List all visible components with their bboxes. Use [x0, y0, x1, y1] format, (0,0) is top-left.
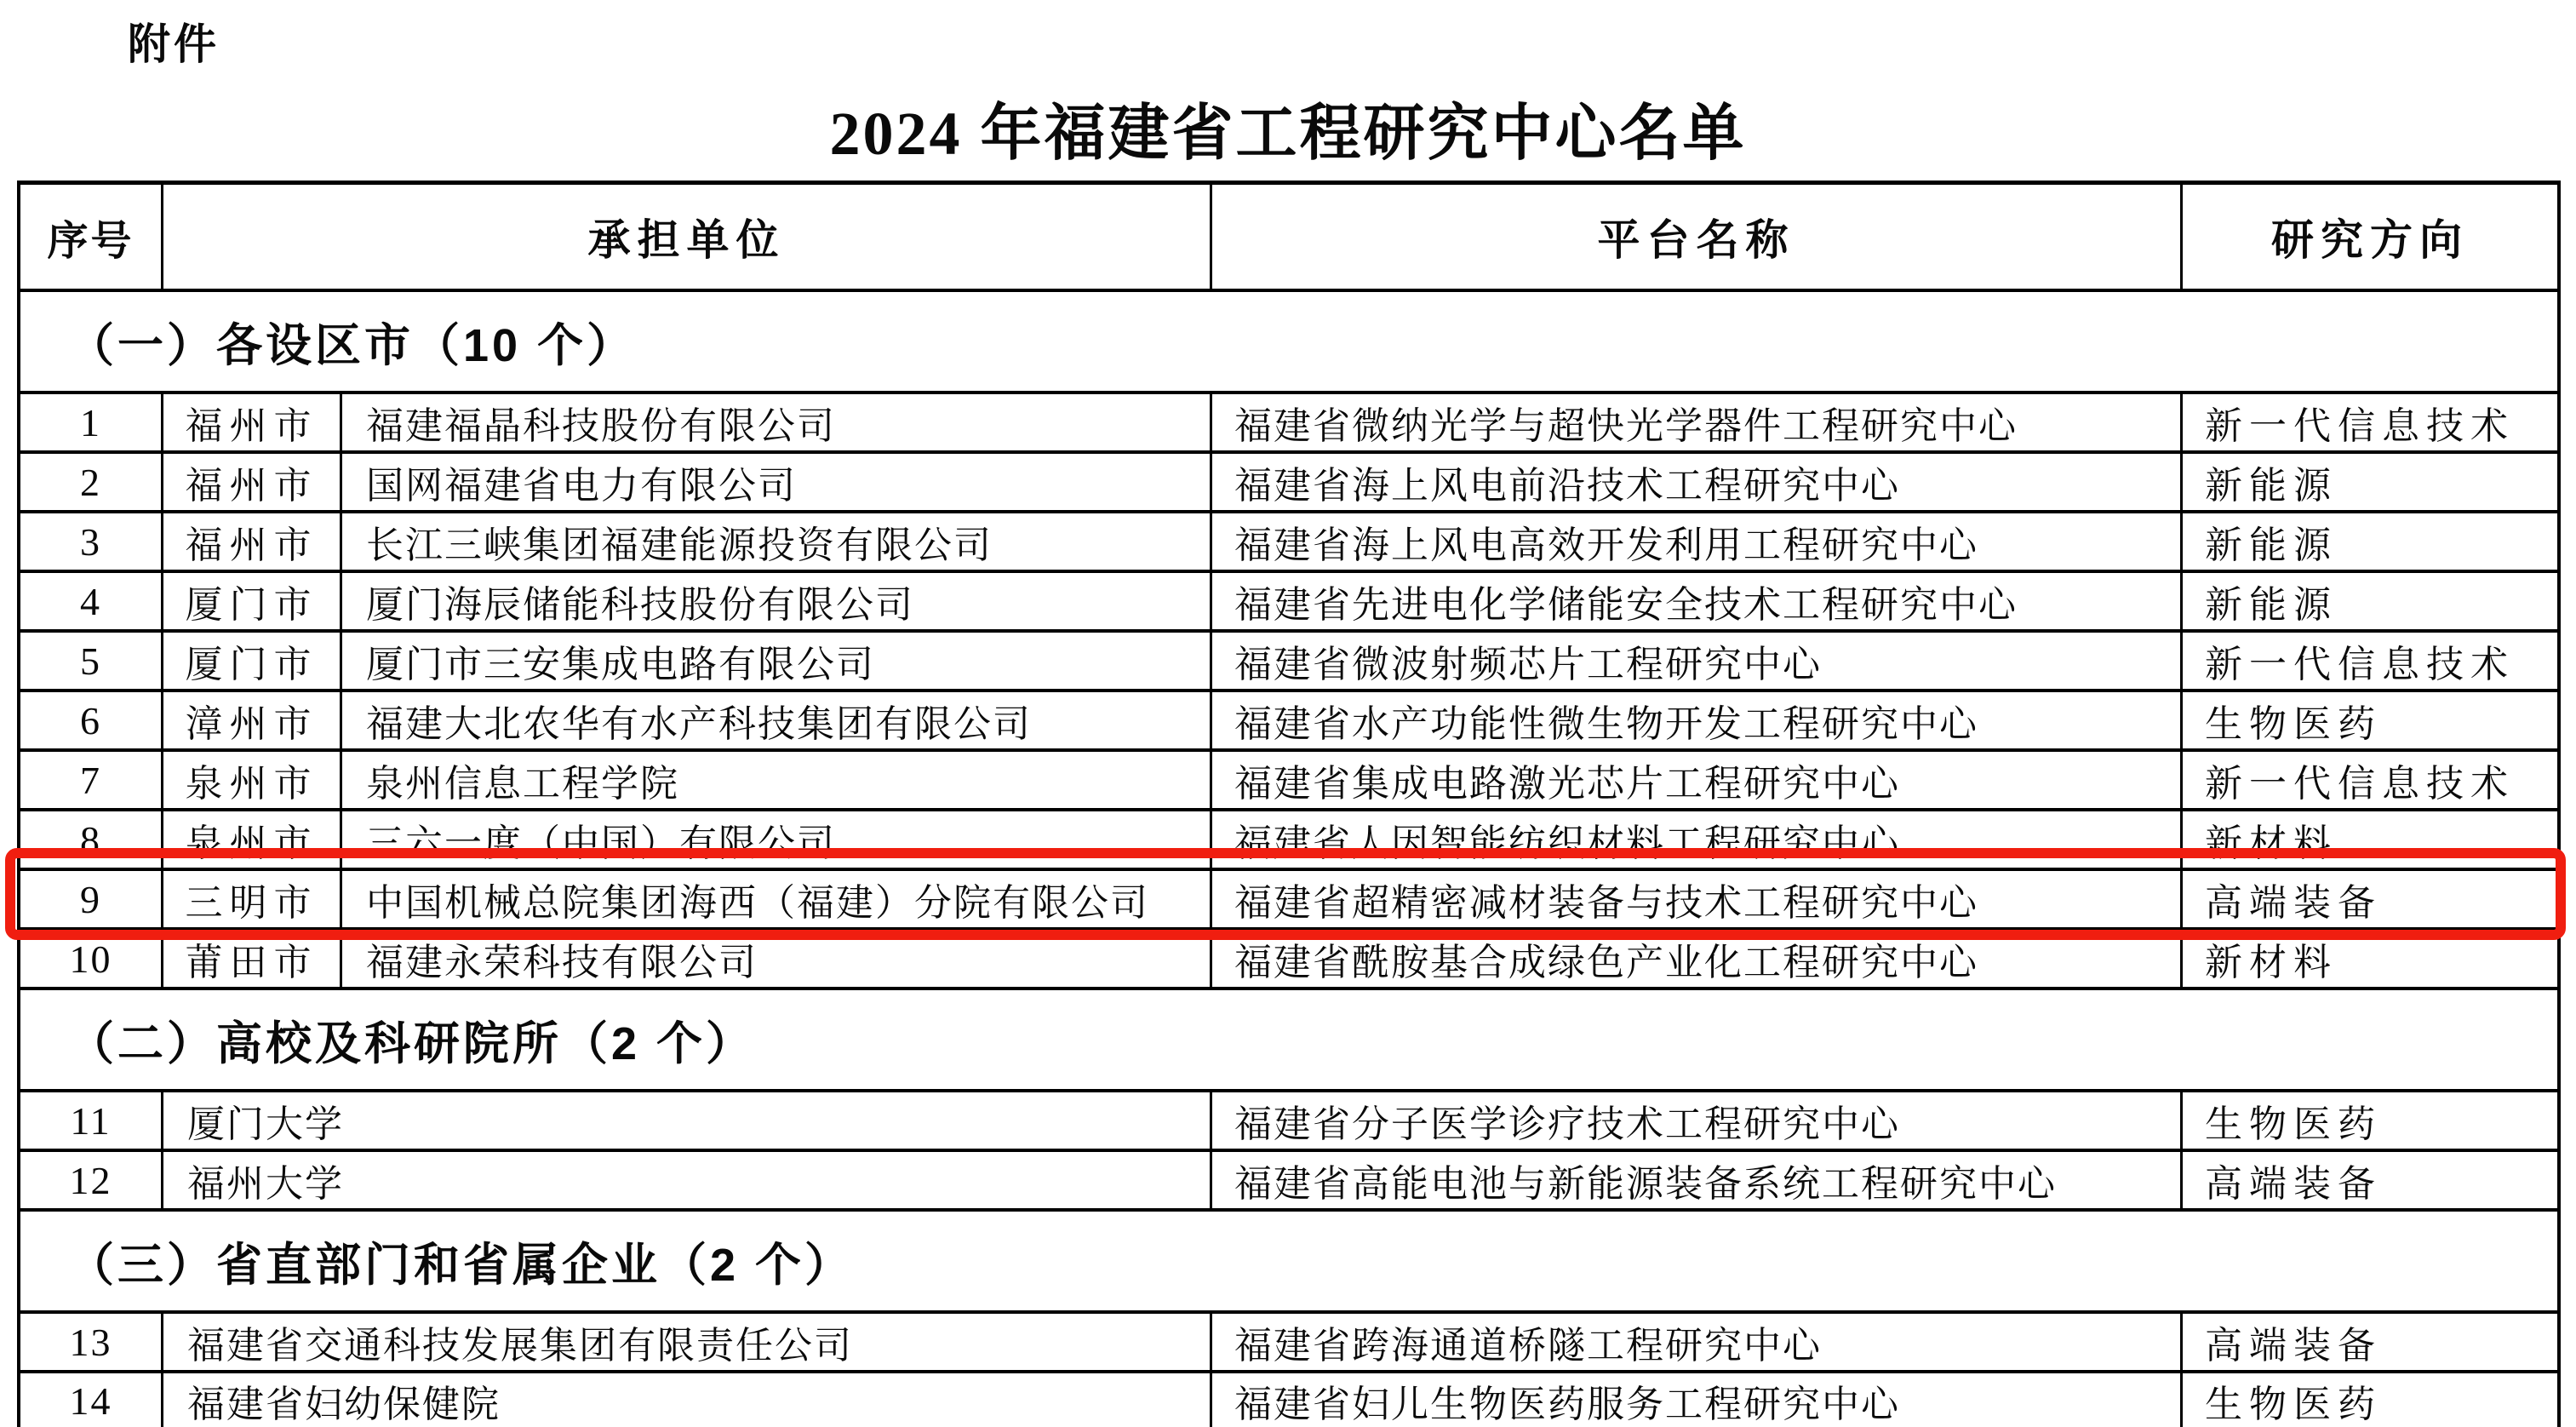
row-index: 6	[20, 692, 163, 748]
row-city: 厦门市	[163, 573, 342, 629]
row-direction: 高端装备	[2205, 882, 2382, 924]
table-row	[20, 931, 2557, 990]
row-index: 13	[20, 1314, 163, 1370]
row-direction: 生物医药	[2205, 1384, 2382, 1425]
row-platform: 福建省海上风电前沿技术工程研究中心	[1212, 454, 2183, 510]
row-unit: 厦门大学	[163, 1092, 1212, 1149]
table-row	[20, 513, 2557, 573]
row-index: 3	[20, 513, 163, 570]
row-city: 泉州市	[163, 752, 342, 808]
row-direction: 高端装备	[2205, 1325, 2382, 1367]
row-city: 莆田市	[163, 931, 342, 987]
header-platform: 平台名称	[1212, 185, 2183, 289]
row-unit: 福建省妇幼保健院	[163, 1373, 1212, 1427]
row-direction: 生物医药	[2205, 1103, 2382, 1145]
row-platform: 福建省妇儿生物医药服务工程研究中心	[1212, 1373, 2183, 1427]
section-header-universities	[20, 990, 2557, 1092]
table-row	[20, 692, 2557, 752]
row-platform: 福建省超精密减材装备与技术工程研究中心	[1212, 871, 2183, 927]
table-row	[20, 1314, 2557, 1373]
row-direction: 新能源	[2205, 465, 2338, 507]
row-index: 2	[20, 454, 163, 510]
section-header-provincial	[20, 1212, 2557, 1314]
attachment-label: 附件	[128, 20, 220, 68]
table-row	[20, 394, 2557, 454]
row-index: 8	[20, 811, 163, 868]
table-row	[20, 633, 2557, 692]
row-index: 4	[20, 573, 163, 629]
row-city: 泉州市	[163, 811, 342, 868]
row-unit: 福建福晶科技股份有限公司	[342, 394, 1212, 450]
row-platform: 福建省海上风电高效开发利用工程研究中心	[1212, 513, 2183, 570]
header-index: 序号	[20, 185, 163, 289]
table-row	[20, 811, 2557, 871]
row-platform: 福建省先进电化学储能安全技术工程研究中心	[1212, 573, 2183, 629]
row-city: 厦门市	[163, 633, 342, 689]
row-index: 5	[20, 633, 163, 689]
table-row	[20, 1152, 2557, 1212]
row-platform: 福建省微纳光学与超快光学器件工程研究中心	[1212, 394, 2183, 450]
table-header-row	[20, 185, 2557, 292]
row-index: 12	[20, 1152, 163, 1208]
row-platform: 福建省跨海通道桥隧工程研究中心	[1212, 1314, 2183, 1370]
row-unit: 福州大学	[163, 1152, 1212, 1208]
row-index: 7	[20, 752, 163, 808]
section-title: （二）高校及科研院所（2 个）	[68, 1017, 756, 1069]
row-city: 漳州市	[163, 692, 342, 748]
row-direction: 新材料	[2205, 942, 2338, 983]
page-title: 2024 年福建省工程研究中心名单	[829, 100, 1747, 168]
row-platform: 福建省高能电池与新能源装备系统工程研究中心	[1212, 1152, 2183, 1208]
table-row-highlighted	[20, 871, 2557, 931]
row-unit: 国网福建省电力有限公司	[342, 454, 1212, 510]
row-unit: 厦门市三安集成电路有限公司	[342, 633, 1212, 689]
row-city: 福州市	[163, 394, 342, 450]
row-city: 三明市	[163, 871, 342, 927]
row-direction: 新能源	[2205, 524, 2338, 566]
row-platform: 福建省水产功能性微生物开发工程研究中心	[1212, 692, 2183, 748]
row-city: 福州市	[163, 454, 342, 510]
section-title: （一）各设区市（10 个）	[68, 319, 637, 371]
row-unit: 厦门海辰储能科技股份有限公司	[342, 573, 1212, 629]
row-unit: 三六一度（中国）有限公司	[342, 811, 1212, 868]
row-direction: 新一代信息技术	[2205, 763, 2515, 805]
row-index: 14	[20, 1373, 163, 1427]
row-index: 1	[20, 394, 163, 450]
table-row	[20, 454, 2557, 513]
table-row	[20, 573, 2557, 633]
row-direction: 高端装备	[2205, 1163, 2382, 1205]
row-unit: 福建大北农华有水产科技集团有限公司	[342, 692, 1212, 748]
table-row	[20, 752, 2557, 811]
section-title: （三）省直部门和省属企业（2 个）	[68, 1239, 855, 1291]
table-row	[20, 1373, 2557, 1427]
table-row	[20, 1092, 2557, 1152]
row-index: 11	[20, 1092, 163, 1149]
row-unit: 泉州信息工程学院	[342, 752, 1212, 808]
section-header-cities	[20, 292, 2557, 394]
row-platform: 福建省微波射频芯片工程研究中心	[1212, 633, 2183, 689]
research-center-table	[17, 181, 2561, 1427]
row-direction: 新材料	[2205, 822, 2338, 864]
row-index: 10	[20, 931, 163, 987]
row-unit: 福建永荣科技有限公司	[342, 931, 1212, 987]
row-city: 福州市	[163, 513, 342, 570]
row-direction: 新一代信息技术	[2205, 405, 2515, 447]
row-platform: 福建省分子医学诊疗技术工程研究中心	[1212, 1092, 2183, 1149]
row-direction: 新能源	[2205, 584, 2338, 626]
row-platform: 福建省酰胺基合成绿色产业化工程研究中心	[1212, 931, 2183, 987]
row-unit: 长江三峡集团福建能源投资有限公司	[342, 513, 1212, 570]
row-direction: 新一代信息技术	[2205, 644, 2515, 685]
row-index: 9	[20, 871, 163, 927]
row-platform: 福建省人因智能纺织材料工程研究中心	[1212, 811, 2183, 868]
row-platform: 福建省集成电路激光芯片工程研究中心	[1212, 752, 2183, 808]
row-unit: 福建省交通科技发展集团有限责任公司	[163, 1314, 1212, 1370]
row-direction: 生物医药	[2205, 703, 2382, 745]
header-unit: 承担单位	[163, 185, 1212, 289]
header-direction: 研究方向	[2271, 216, 2469, 264]
row-unit: 中国机械总院集团海西（福建）分院有限公司	[342, 871, 1212, 927]
